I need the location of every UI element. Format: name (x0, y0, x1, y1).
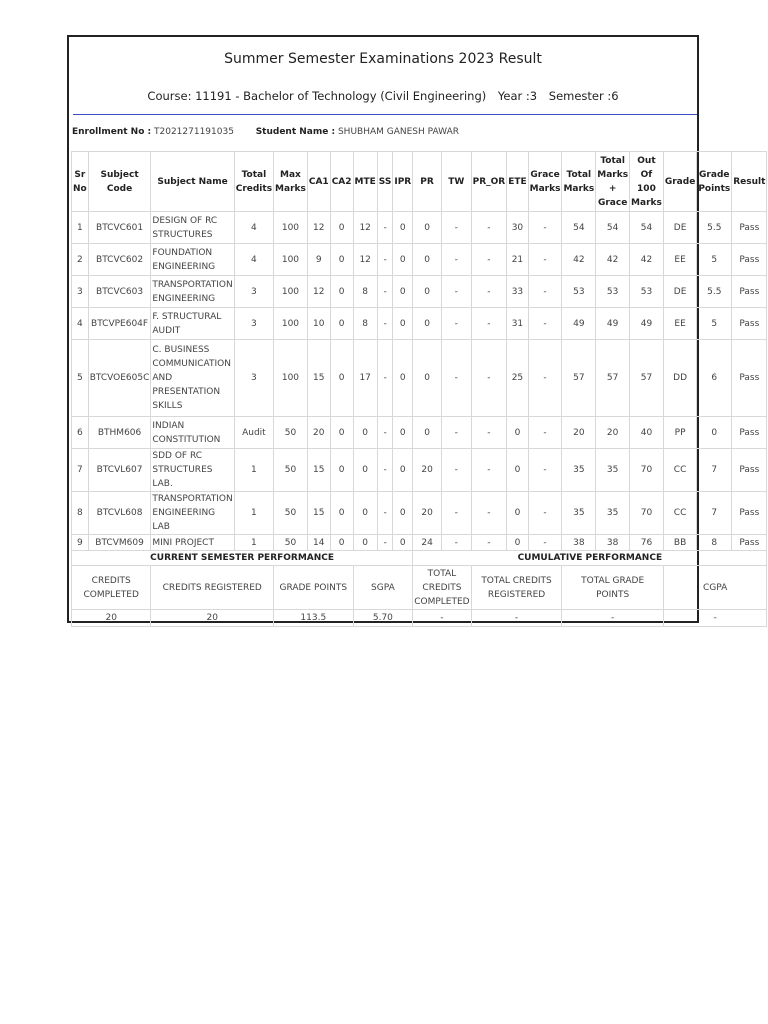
grade-points-cell: 7 (697, 449, 732, 492)
result-cell: Pass (732, 276, 767, 308)
sgpa-value: 5.70 (353, 610, 413, 627)
result-cell: Pass (732, 308, 767, 340)
student-info (72, 127, 459, 137)
max-marks-cell: 100 (274, 212, 308, 244)
subject-code-cell: BTCVM609 (88, 535, 151, 551)
total-marks-cell: 54 (562, 212, 596, 244)
total-marks-cell: 57 (562, 340, 596, 417)
ca2-cell: 0 (330, 340, 353, 417)
pr-or-cell: - (471, 276, 507, 308)
col-header: PR_OR (471, 152, 507, 212)
tw-cell: - (441, 212, 471, 244)
total-credits-cell: 4 (234, 212, 273, 244)
total-marks-cell: 42 (562, 244, 596, 276)
out-of-100-cell: 70 (630, 449, 664, 492)
cgpa-value: - (663, 610, 767, 627)
total-marks-cell: 53 (562, 276, 596, 308)
subject-name-cell: TRANSPORTATION ENGINEERING LAB (151, 492, 234, 535)
total-credits-completed-value: - (413, 610, 471, 627)
grade-points-header: GRADE POINTS (274, 566, 354, 610)
total-marks-grace-cell: 42 (596, 244, 630, 276)
pr-or-cell: - (471, 308, 507, 340)
ca1-cell: 15 (307, 449, 330, 492)
total-marks-cell: 20 (562, 417, 596, 449)
max-marks-cell: 50 (274, 535, 308, 551)
ca1-cell: 14 (307, 535, 330, 551)
max-marks-cell: 100 (274, 308, 308, 340)
sr-no-cell: 8 (72, 492, 89, 535)
ipr-cell: 0 (393, 535, 413, 551)
ipr-cell: 0 (393, 212, 413, 244)
tw-cell: - (441, 492, 471, 535)
subject-code-cell: BTCVL608 (88, 492, 151, 535)
col-header: Max Marks (274, 152, 308, 212)
col-header: PR (413, 152, 442, 212)
subject-name-cell: C. BUSINESS COMMUNICATION AND PRESENTATION SKILLS (151, 340, 234, 417)
ca2-cell: 0 (330, 417, 353, 449)
table-row (72, 276, 767, 308)
total-marks-grace-cell: 35 (596, 492, 630, 535)
ipr-cell: 0 (393, 492, 413, 535)
grace-marks-cell: - (528, 212, 562, 244)
ca1-cell: 12 (307, 212, 330, 244)
mte-cell: 17 (353, 340, 377, 417)
pr-or-cell: - (471, 244, 507, 276)
header-row (72, 152, 767, 212)
grade-cell: BB (663, 535, 696, 551)
subject-name-cell: DESIGN OF RC STRUCTURES (151, 212, 234, 244)
sr-no-cell: 9 (72, 535, 89, 551)
pr-cell: 0 (413, 276, 442, 308)
student-name-value: SHUBHAM GANESH PAWAR (337, 127, 459, 137)
grade-points-cell: 5 (697, 244, 732, 276)
total-credits-cell: 3 (234, 308, 273, 340)
grade-points-cell: 6 (697, 340, 732, 417)
tw-cell: - (441, 417, 471, 449)
total-credits-cell: 1 (234, 449, 273, 492)
ete-cell: 0 (507, 417, 528, 449)
grade-points-cell: 0 (697, 417, 732, 449)
pr-cell: 0 (413, 340, 442, 417)
mte-cell: 8 (353, 308, 377, 340)
total-marks-cell: 35 (562, 492, 596, 535)
total-marks-grace-cell: 53 (596, 276, 630, 308)
grace-marks-cell: - (528, 417, 562, 449)
col-header: Subject Code (88, 152, 151, 212)
ca2-cell: 0 (330, 308, 353, 340)
ca2-cell: 0 (330, 535, 353, 551)
result-sheet (67, 35, 766, 623)
grade-cell: CC (663, 449, 696, 492)
grade-cell: DE (663, 276, 696, 308)
out-of-100-cell: 76 (630, 535, 664, 551)
result-cell: Pass (732, 449, 767, 492)
ete-cell: 0 (507, 492, 528, 535)
ipr-cell: 0 (393, 276, 413, 308)
pr-or-cell: - (471, 340, 507, 417)
col-header: Grace Marks (528, 152, 562, 212)
grace-marks-cell: - (528, 276, 562, 308)
total-marks-grace-cell: 38 (596, 535, 630, 551)
total-credits-cell: 3 (234, 276, 273, 308)
cgpa-header: CGPA (663, 566, 767, 610)
ete-cell: 30 (507, 212, 528, 244)
mte-cell: 0 (353, 417, 377, 449)
table-row (72, 449, 767, 492)
ss-cell: - (377, 417, 393, 449)
subject-name-cell: INDIAN CONSTITUTION (151, 417, 234, 449)
subject-name-cell: TRANSPORTATION ENGINEERING (151, 276, 234, 308)
tw-cell: - (441, 449, 471, 492)
mte-cell: 12 (353, 244, 377, 276)
performance-title-row (72, 551, 767, 566)
grade-cell: DE (663, 212, 696, 244)
ete-cell: 25 (507, 340, 528, 417)
grace-marks-cell: - (528, 340, 562, 417)
year-info: Year :3 (497, 89, 538, 103)
col-header: Out Of 100 Marks (630, 152, 664, 212)
ca1-cell: 9 (307, 244, 330, 276)
ca1-cell: 10 (307, 308, 330, 340)
cumulative-performance-title: CUMULATIVE PERFORMANCE (413, 551, 767, 566)
out-of-100-cell: 40 (630, 417, 664, 449)
out-of-100-cell: 42 (630, 244, 664, 276)
pr-or-cell: - (471, 417, 507, 449)
pr-or-cell: - (471, 212, 507, 244)
col-header: SS (377, 152, 393, 212)
credits-registered-header: CREDITS REGISTERED (151, 566, 274, 610)
col-header: Result (732, 152, 767, 212)
subject-code-cell: BTHM606 (88, 417, 151, 449)
total-grade-points-value: - (562, 610, 663, 627)
grade-points-cell: 8 (697, 535, 732, 551)
pr-cell: 0 (413, 212, 442, 244)
subject-name-cell: F. STRUCTURAL AUDIT (151, 308, 234, 340)
grade-cell: EE (663, 244, 696, 276)
mte-cell: 8 (353, 276, 377, 308)
performance-header-row (72, 566, 767, 610)
col-header: Sr No (72, 152, 89, 212)
pr-or-cell: - (471, 492, 507, 535)
result-cell: Pass (732, 212, 767, 244)
sr-no-cell: 5 (72, 340, 89, 417)
table-row (72, 244, 767, 276)
ete-cell: 0 (507, 449, 528, 492)
ss-cell: - (377, 340, 393, 417)
ca1-cell: 12 (307, 276, 330, 308)
col-header: MTE (353, 152, 377, 212)
performance-value-row (72, 610, 767, 627)
ca2-cell: 0 (330, 449, 353, 492)
col-header: IPR (393, 152, 413, 212)
tw-cell: - (441, 308, 471, 340)
result-cell: Pass (732, 244, 767, 276)
max-marks-cell: 100 (274, 276, 308, 308)
result-cell: Pass (732, 417, 767, 449)
col-header: Total Marks (562, 152, 596, 212)
subject-code-cell: BTCVOE605C (88, 340, 151, 417)
total-credits-cell: 4 (234, 244, 273, 276)
sr-no-cell: 4 (72, 308, 89, 340)
ipr-cell: 0 (393, 244, 413, 276)
sr-no-cell: 1 (72, 212, 89, 244)
page-title: Summer Semester Examinations 2023 Result (224, 51, 542, 67)
subject-code-cell: BTCVC603 (88, 276, 151, 308)
max-marks-cell: 100 (274, 244, 308, 276)
ete-cell: 33 (507, 276, 528, 308)
col-header: CA1 (307, 152, 330, 212)
student-name-label: Student Name : (255, 127, 336, 137)
ss-cell: - (377, 449, 393, 492)
sr-no-cell: 6 (72, 417, 89, 449)
sr-no-cell: 3 (72, 276, 89, 308)
ss-cell: - (377, 535, 393, 551)
table-row (72, 308, 767, 340)
pr-cell: 0 (413, 417, 442, 449)
ipr-cell: 0 (393, 449, 413, 492)
grace-marks-cell: - (528, 535, 562, 551)
pr-or-cell: - (471, 449, 507, 492)
credits-completed-header: CREDITS COMPLETED (72, 566, 151, 610)
table-row (72, 212, 767, 244)
total-marks-cell: 38 (562, 535, 596, 551)
ca2-cell: 0 (330, 244, 353, 276)
out-of-100-cell: 57 (630, 340, 664, 417)
pr-or-cell: - (471, 535, 507, 551)
credits-completed-value: 20 (72, 610, 151, 627)
total-marks-grace-cell: 54 (596, 212, 630, 244)
tw-cell: - (441, 244, 471, 276)
sr-no-cell: 2 (72, 244, 89, 276)
subject-code-cell: BTCVC601 (88, 212, 151, 244)
table-row (72, 492, 767, 535)
total-marks-grace-cell: 57 (596, 340, 630, 417)
subject-name-cell: FOUNDATION ENGINEERING (151, 244, 234, 276)
grace-marks-cell: - (528, 492, 562, 535)
out-of-100-cell: 70 (630, 492, 664, 535)
sgpa-header: SGPA (353, 566, 413, 610)
ca2-cell: 0 (330, 492, 353, 535)
grade-cell: PP (663, 417, 696, 449)
total-credits-cell: 1 (234, 535, 273, 551)
enrollment-value: T2021271191035 (154, 127, 234, 137)
total-credits-registered-value: - (471, 610, 562, 627)
grade-points-cell: 5.5 (697, 276, 732, 308)
grace-marks-cell: - (528, 308, 562, 340)
subject-code-cell: BTCVPE604F (88, 308, 151, 340)
ss-cell: - (377, 276, 393, 308)
ss-cell: - (377, 308, 393, 340)
table-row (72, 535, 767, 551)
ca1-cell: 15 (307, 340, 330, 417)
tw-cell: - (441, 276, 471, 308)
mte-cell: 12 (353, 212, 377, 244)
mte-cell: 0 (353, 535, 377, 551)
subject-name-cell: SDD OF RC STRUCTURES LAB. (151, 449, 234, 492)
grade-points-cell: 5 (697, 308, 732, 340)
grade-cell: DD (663, 340, 696, 417)
result-table (71, 151, 767, 627)
ca1-cell: 20 (307, 417, 330, 449)
tw-cell: - (441, 535, 471, 551)
ca1-cell: 15 (307, 492, 330, 535)
ss-cell: - (377, 244, 393, 276)
ca2-cell: 0 (330, 276, 353, 308)
max-marks-cell: 50 (274, 492, 308, 535)
subject-name-cell: MINI PROJECT (151, 535, 234, 551)
grace-marks-cell: - (528, 449, 562, 492)
result-cell: Pass (732, 340, 767, 417)
semester-info: Semester :6 (548, 89, 619, 103)
current-performance-title: CURRENT SEMESTER PERFORMANCE (72, 551, 413, 566)
ss-cell: - (377, 212, 393, 244)
ca2-cell: 0 (330, 212, 353, 244)
ss-cell: - (377, 492, 393, 535)
total-credits-cell: 1 (234, 492, 273, 535)
col-header: CA2 (330, 152, 353, 212)
grade-cell: CC (663, 492, 696, 535)
grade-points-value: 113.5 (274, 610, 354, 627)
col-header: Grade Points (697, 152, 732, 212)
col-header: Total Credits (234, 152, 273, 212)
pr-cell: 0 (413, 244, 442, 276)
title-divider (73, 114, 697, 115)
pr-cell: 0 (413, 308, 442, 340)
ipr-cell: 0 (393, 417, 413, 449)
subject-code-cell: BTCVL607 (88, 449, 151, 492)
max-marks-cell: 50 (274, 449, 308, 492)
ete-cell: 21 (507, 244, 528, 276)
grace-marks-cell: - (528, 244, 562, 276)
table-row (72, 417, 767, 449)
pr-cell: 20 (413, 492, 442, 535)
total-credits-registered-header: TOTAL CREDITS REGISTERED (471, 566, 562, 610)
grade-points-cell: 7 (697, 492, 732, 535)
ipr-cell: 0 (393, 308, 413, 340)
sr-no-cell: 7 (72, 449, 89, 492)
total-marks-cell: 35 (562, 449, 596, 492)
total-grade-points-header: TOTAL GRADE POINTS (562, 566, 663, 610)
total-marks-cell: 49 (562, 308, 596, 340)
grade-cell: EE (663, 308, 696, 340)
ipr-cell: 0 (393, 340, 413, 417)
grade-points-cell: 5.5 (697, 212, 732, 244)
total-marks-grace-cell: 35 (596, 449, 630, 492)
result-cell: Pass (732, 535, 767, 551)
total-credits-cell: 3 (234, 340, 273, 417)
out-of-100-cell: 54 (630, 212, 664, 244)
total-credits-completed-header: TOTAL CREDITS COMPLETED (413, 566, 471, 610)
course-info: Course: 11191 - Bachelor of Technology (Civil Engineering) (147, 89, 487, 103)
mte-cell: 0 (353, 492, 377, 535)
out-of-100-cell: 53 (630, 276, 664, 308)
col-header: Grade (663, 152, 696, 212)
col-header: Total Marks + Grace (596, 152, 630, 212)
table-row (72, 340, 767, 417)
enrollment-label: Enrollment No : (72, 127, 152, 137)
col-header: TW (441, 152, 471, 212)
course-line (69, 89, 697, 103)
max-marks-cell: 100 (274, 340, 308, 417)
credits-registered-value: 20 (151, 610, 274, 627)
ete-cell: 0 (507, 535, 528, 551)
result-cell: Pass (732, 492, 767, 535)
tw-cell: - (441, 340, 471, 417)
out-of-100-cell: 49 (630, 308, 664, 340)
ete-cell: 31 (507, 308, 528, 340)
total-marks-grace-cell: 20 (596, 417, 630, 449)
total-marks-grace-cell: 49 (596, 308, 630, 340)
total-credits-cell: Audit (234, 417, 273, 449)
col-header: ETE (507, 152, 528, 212)
pr-cell: 20 (413, 449, 442, 492)
mte-cell: 0 (353, 449, 377, 492)
pr-cell: 24 (413, 535, 442, 551)
max-marks-cell: 50 (274, 417, 308, 449)
col-header: Subject Name (151, 152, 234, 212)
subject-code-cell: BTCVC602 (88, 244, 151, 276)
